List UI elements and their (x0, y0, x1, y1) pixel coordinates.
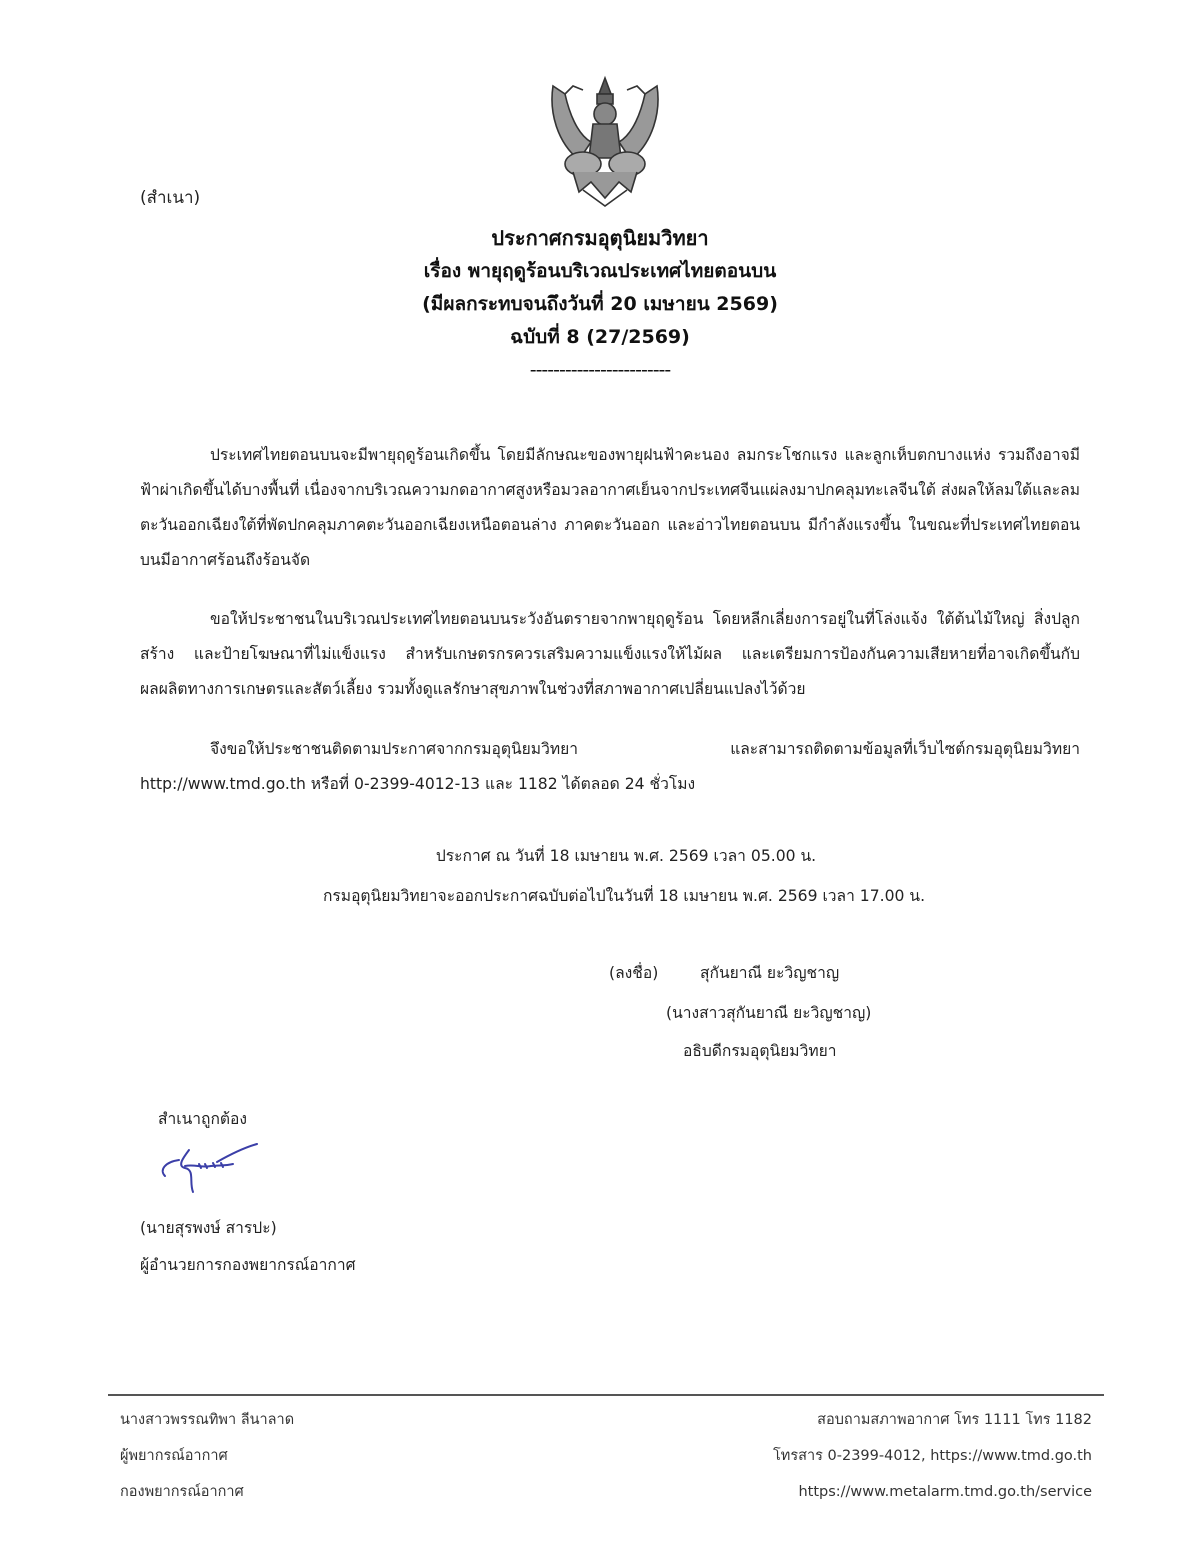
paragraph-3 (140, 732, 1080, 802)
footer-forecaster (120, 1402, 294, 1510)
contact-phone: สอบถามสภาพอากาศ โทร 1111 โทร 1182 (817, 1412, 1092, 1428)
forecaster-name: นางสาวพรรณทิพา ลีนาลาด (120, 1412, 295, 1428)
signed-label: (ลงชื่อ) (609, 964, 659, 982)
announcement-header (0, 222, 1200, 387)
paragraph-2 (140, 602, 1080, 707)
paragraph-2-text: ขอให้ประชาชนในบริเวณประเทศไทยตอนบนระวังอันตรายจากพายุฤดูร้อน โดยหลีกเลี่ยงการอยู่ในที่โล่งแจ้ง ใต้ต้นไม้ใหญ่ สิ่งปลูกสร้าง และป้ายโฆษณาที่ไม่แข็งแรง สำหรับเกษตรกรควรเสริมความแข็งแรงให้ไม้ผล และเตรียมการป้องกันความเสียหายที่อาจเกิดขึ้นกับผลผลิตทางการเกษตรและสัตว์เลี้ยง รวมทั้งดูแลรักษาสุขภาพในช่วงที่สภาพอากาศเปลี่ยนแปลงไว้ด้วย (140, 610, 1080, 698)
handwritten-signature-icon (155, 1136, 265, 1196)
copy-label: (สำเนา) (140, 188, 201, 208)
forecaster-role: ผู้พยากรณ์อากาศ (120, 1448, 228, 1464)
document-subject: เรื่อง พายุฤดูร้อนบริเวณประเทศไทยตอนบน (423, 260, 777, 282)
announced-datetime: ประกาศ ณ วันที่ 18 เมษายน พ.ศ. 2569 เวลา 05.00 น. (435, 847, 817, 865)
paragraph-1 (140, 438, 1080, 578)
forecaster-division: กองพยากรณ์อากาศ (120, 1484, 244, 1500)
document-title: ประกาศกรมอุตุนิยมวิทยา (491, 226, 709, 250)
certifier-position: ผู้อำนวยการกองพยากรณ์อากาศ (140, 1256, 356, 1274)
paragraph-1-text: ประเทศไทยตอนบนจะมีพายุฤดูร้อนเกิดขึ้น โดยมีลักษณะของพายุฝนฟ้าคะนอง ลมกระโชกแรง และลูกเห็บตกบางแห่ง รวมถึงอาจมีฟ้าผ่าเกิดขึ้นได้บางพื้นที่ เนื่องจากบริเวณความกดอากาศสูงหรือมวลอากาศเย็นจากประเทศจีนแผ่ลงมาปกคลุมทะเลจีนใต้ ส่งผลให้ลมใต้และลมตะวันออกเฉียงใต้ที่พัดปกคลุมภาคตะวันออกเฉียงเหนือตอนล่าง ภาคตะวันออก และอ่าวไทยตอนบน มีกำลังแรงขึ้น ในขณะที่ประเทศไทยตอนบนมีอากาศร้อนถึงร้อนจัด (140, 446, 1080, 569)
garuda-emblem-icon (543, 72, 667, 210)
certifier-name: (นายสุรพงษ์ สารปะ) (140, 1219, 277, 1237)
issue-number: ฉบับที่ 8 (27/2569) (510, 326, 690, 348)
signatory-name: สุกันยาณี ยะวิญชาญ (700, 964, 840, 982)
paragraph-3-text: จึงขอให้ประชาชนติดตามประกาศจากกรมอุตุนิยมวิทยา และสามารถติดตามข้อมูลที่เว็บไซต์กรมอุตุนิยมวิทยา http://www.tmd.go.th หรือที่ 0-2399-4012-13 และ 1182 ได้ตลอด 24 ชั่วโมง (140, 740, 1080, 793)
header-divider: ------------------------ (529, 359, 671, 381)
effective-period: (มีผลกระทบจนถึงวันที่ 20 เมษายน 2569) (422, 293, 778, 315)
next-issue-notice: กรมอุตุนิยมวิทยาจะออกประกาศฉบับต่อไปในวันที่ 18 เมษายน พ.ศ. 2569 เวลา 17.00 น. (322, 887, 926, 905)
signatory-full-name: (นางสาวสุกันยาณี ยะวิญชาญ) (666, 1004, 872, 1022)
contact-service-url: https://www.metalarm.tmd.go.th/service (798, 1484, 1092, 1500)
contact-fax-website: โทรสาร 0-2399-4012, https://www.tmd.go.th (773, 1448, 1092, 1464)
signatory-position: อธิบดีกรมอุตุนิยมวิทยา (683, 1042, 837, 1060)
footer-divider (108, 1394, 1104, 1396)
certified-copy-label: สำเนาถูกต้อง (158, 1110, 248, 1128)
footer-contact (773, 1402, 1092, 1510)
